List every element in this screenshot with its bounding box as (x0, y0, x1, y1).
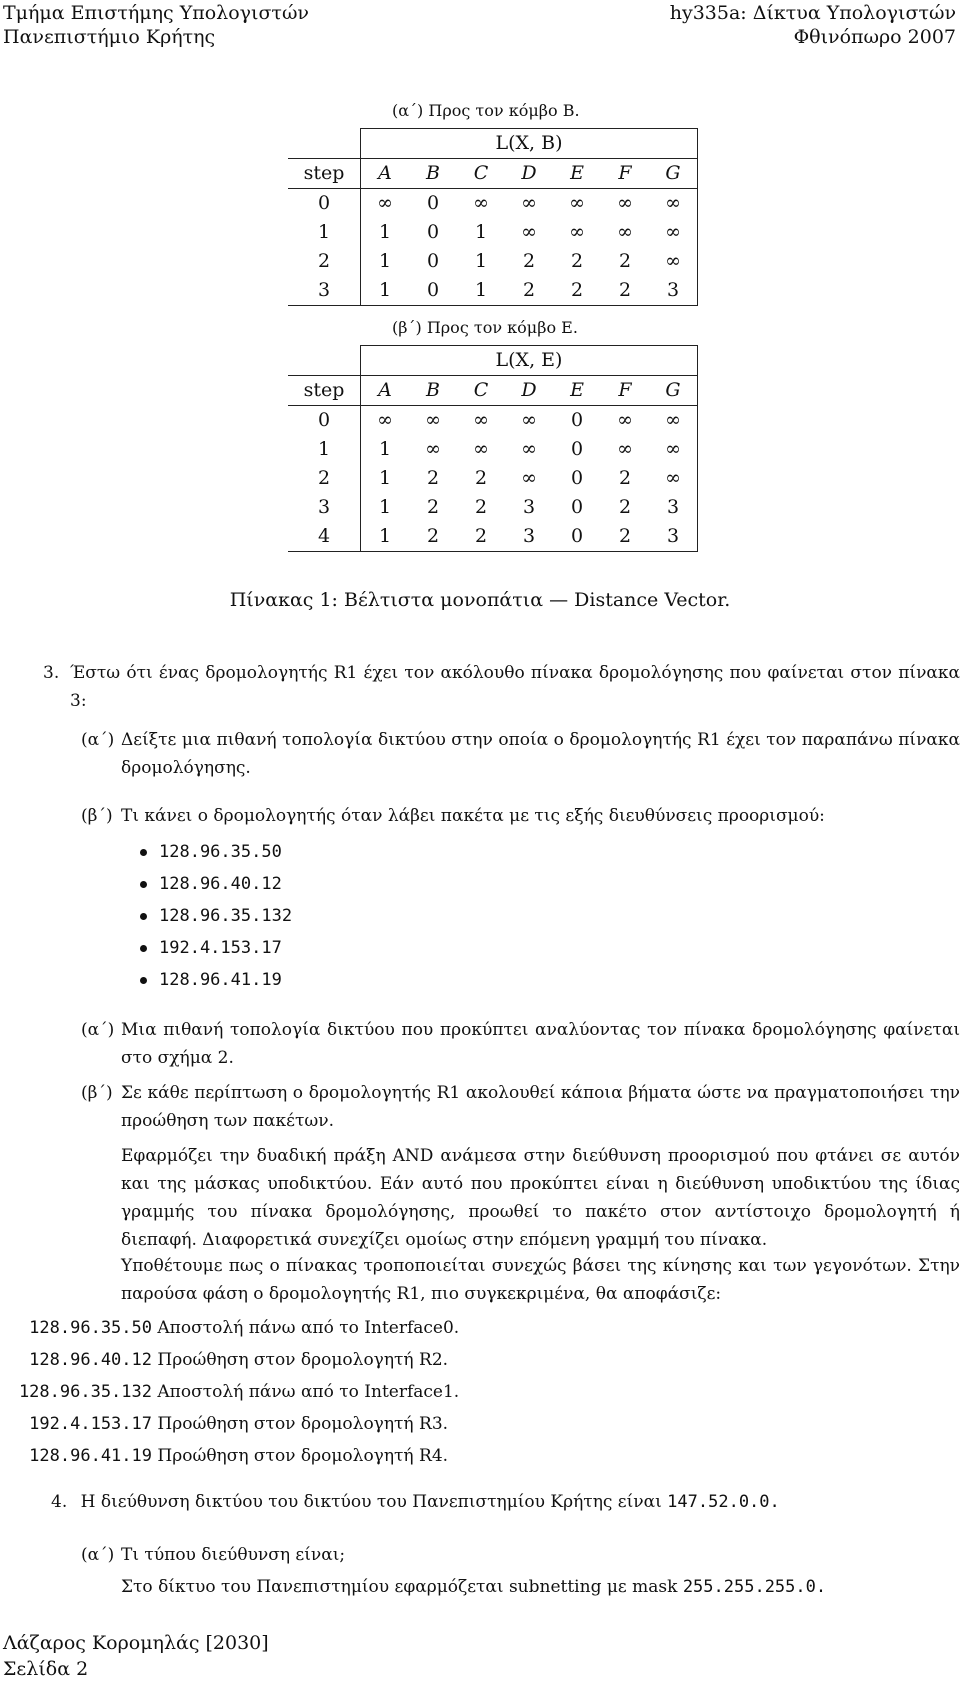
table-b-header: G (649, 159, 698, 189)
table-cell: ∞ (601, 406, 649, 436)
header-course: hy335a: Δίκτυα Υπολογιστών (669, 2, 956, 24)
list-item (140, 938, 282, 958)
table-cell: 4 (288, 522, 361, 552)
table-cell: 1 (288, 435, 361, 464)
ans-b-para3: Υποθέτουμε πως ο πίνακας τροποποιείται συνεχώς βάσει της κίνησης και των γεγονότων. Στην παρούσα φάση ο δρομολογητής R1, πιο συγκεκριμένα, θα αποφάσιζε: (121, 1256, 960, 1304)
table-e-header: G (649, 376, 698, 406)
ans-a-text: Μια πιθανή τοπολογία δικτύου που προκύπτει αναλύοντας τον πίνακα δρομολόγησης φαίνεται στο σχήμα 2. (121, 1020, 960, 1068)
table-cell: 2 (474, 496, 488, 518)
table-e (288, 345, 698, 552)
address: 128.96.35.50 (159, 842, 282, 862)
table-cell: 1 (378, 221, 392, 243)
table-cell: 2 (457, 522, 505, 552)
decision-row (0, 1414, 448, 1434)
ans-b-label: (β΄) (81, 1083, 113, 1103)
table-row (288, 276, 698, 306)
ans-a-label: (α΄) (81, 1020, 115, 1040)
table-b-caption: (α΄) Προς τον κόμβο B. (392, 101, 580, 120)
table-cell: 3 (649, 493, 698, 522)
table-cell: 3 (522, 496, 536, 518)
decision-ip: 128.96.35.132 (18, 1382, 152, 1402)
address: 128.96.40.12 (159, 874, 282, 894)
table-cell: 3 (649, 522, 698, 552)
q4-number: 4. (51, 1492, 68, 1512)
table-cell: ∞ (617, 438, 633, 460)
table-b-header: A (361, 159, 410, 189)
table-cell: 2 (409, 522, 457, 552)
table-cell: ∞ (649, 218, 698, 247)
table-cell: 0 (426, 221, 440, 243)
decision-ip: 192.4.153.17 (29, 1414, 152, 1434)
table-e-header: C (457, 376, 505, 406)
table-b-title: L(X, B) (361, 129, 698, 159)
table-cell: 0 (570, 438, 584, 460)
table-cell: ∞ (425, 438, 441, 460)
table-cell: 0 (553, 522, 601, 552)
footer-author: Λάζαρος Κορομηλάς [2030] (3, 1632, 269, 1654)
table-cell: 0 (409, 276, 457, 306)
table-cell: 3 (288, 493, 361, 522)
table-cell: 0 (409, 189, 457, 219)
table-row (288, 493, 698, 522)
table-cell: 2 (553, 276, 601, 306)
decision-action: Προώθηση στον δρομολογητή R4. (157, 1446, 449, 1466)
q3-number: 3. (43, 663, 60, 683)
table-row (288, 247, 698, 276)
table-cell: ∞ (649, 435, 698, 464)
table-cell: 2 (618, 250, 632, 272)
table-cell: ∞ (649, 406, 698, 436)
table-cell: ∞ (521, 438, 537, 460)
table-cell: ∞ (457, 406, 505, 436)
list-item (140, 874, 282, 894)
table-cell: 3 (505, 522, 553, 552)
table-cell: ∞ (361, 406, 410, 436)
q4-a-label: (α΄) (81, 1545, 115, 1565)
table-b (288, 128, 698, 306)
table-e-header: D (505, 376, 553, 406)
table-e-title: L(X, E) (361, 346, 698, 376)
table-cell: 3 (649, 276, 698, 306)
table-cell: ∞ (409, 406, 457, 436)
table-e-header: step (288, 376, 361, 406)
table-row (288, 218, 698, 247)
table-cell: 2 (288, 464, 361, 493)
header-semester: Φθινόπωρο 2007 (793, 26, 956, 48)
table-cell: 1 (378, 250, 392, 272)
table-e-header: E (553, 376, 601, 406)
table-cell: 2 (426, 467, 440, 489)
q4-a-mask: 255.255.255.0. (682, 1577, 827, 1597)
table-cell: ∞ (601, 189, 649, 219)
table-row (288, 406, 698, 436)
header-department: Τμήμα Επιστήμης Υπολογιστών (3, 2, 309, 24)
address: 192.4.153.17 (159, 938, 282, 958)
table-cell: ∞ (649, 464, 698, 493)
q3-text: Έστω ότι ένας δρομολογητής R1 έχει τον ακόλουθο πίνακα δρομολόγησης που φαίνεται στον πίνακα 3: (70, 663, 960, 711)
address: 128.96.35.132 (159, 906, 293, 926)
table-e-caption: (β΄) Προς τον κόμβο E. (392, 318, 578, 337)
q3-b-text: Τι κάνει ο δρομολογητής όταν λάβει πακέτα με τις εξής διευθύνσεις προορισμού: (121, 806, 825, 826)
table-cell: ∞ (617, 221, 633, 243)
decision-row (0, 1318, 459, 1338)
table-cell: 0 (288, 189, 361, 219)
table-b-header: step (288, 159, 361, 189)
table-cell: ∞ (649, 189, 698, 219)
ans-b-text: Σε κάθε περίπτωση ο δρομολογητής R1 ακολουθεί κάποια βήματα ώστε να πραγματοποιήσει την προώθηση των πακέτων. (121, 1083, 960, 1131)
table-row (288, 522, 698, 552)
table-cell: 1 (361, 276, 410, 306)
table-cell: 0 (288, 406, 361, 436)
table-cell: 2 (601, 522, 649, 552)
decision-row (0, 1382, 459, 1402)
table-cell: 1 (457, 276, 505, 306)
table-cell: 1 (474, 250, 488, 272)
decision-action: Προώθηση στον δρομολογητή R2. (157, 1350, 449, 1370)
bullet-icon (140, 945, 147, 952)
table-cell: 1 (378, 438, 392, 460)
table-cell: 3 (288, 276, 361, 306)
table-cell: 0 (426, 250, 440, 272)
footer-page: Σελίδα 2 (3, 1658, 89, 1680)
q4-text: Η διεύθυνση δικτύου του δικτύου του Πανεπιστημίου Κρήτης είναι (80, 1492, 662, 1512)
table-cell: ∞ (553, 189, 601, 219)
decision-row (0, 1446, 448, 1466)
q3-a-label: (α΄) (81, 730, 115, 750)
table-cell: 0 (570, 496, 584, 518)
table-cell: 0 (570, 467, 584, 489)
table-caption: Πίνακας 1: Βέλτιστα μονοπάτια — Distance Vector. (229, 589, 731, 611)
ans-b-para2: Εφαρμόζει την δυαδική πράξη AND ανάμεσα στην διεύθυνση προορισμού που φτάνει σε αυτόν και της μάσκας υποδικτύου. Εάν αυτό που προκύπτει είναι η διεύθυνση υποδικτύου της ίδιας γραμμής του πίνακα δρομολόγησης, προωθεί το πακέτο στον αντίστοιχο δρομολογητή ή διεπαφή. Διαφορετικά συνεχίζει ομοίως στην επόμενη γραμμή του πίνακα. (121, 1146, 960, 1250)
q4-a-text: Τι τύπου διεύθυνση είναι; (121, 1545, 346, 1565)
table-cell: ∞ (361, 189, 410, 219)
table-cell: 2 (570, 250, 584, 272)
table-cell: 2 (601, 276, 649, 306)
table-cell: 0 (553, 406, 601, 436)
table-cell: 2 (618, 467, 632, 489)
bullet-icon (140, 913, 147, 920)
table-cell: 2 (618, 496, 632, 518)
table-cell: 1 (378, 467, 392, 489)
list-item (140, 842, 282, 862)
table-cell: 1 (474, 221, 488, 243)
table-cell: 2 (426, 496, 440, 518)
table-row (288, 464, 698, 493)
table-cell: ∞ (505, 189, 553, 219)
table-cell: 2 (505, 276, 553, 306)
table-row (288, 189, 698, 219)
table-cell: 2 (522, 250, 536, 272)
header-university: Πανεπιστήμιο Κρήτης (3, 26, 216, 48)
address: 128.96.41.19 (159, 970, 282, 990)
table-cell: 1 (361, 522, 410, 552)
q4-address: 147.52.0.0. (667, 1492, 780, 1512)
table-cell: ∞ (521, 467, 537, 489)
table-b-header: F (601, 159, 649, 189)
table-row (288, 435, 698, 464)
q3-a-text: Δείξτε μια πιθανή τοπολογία δικτύου στην οποία ο δρομολογητής R1 έχει τον παραπάνω πίνακα δρομολόγησης. (121, 730, 960, 778)
bullet-icon (140, 977, 147, 984)
table-b-header: E (553, 159, 601, 189)
bullet-icon (140, 881, 147, 888)
q3-b-label: (β΄) (81, 806, 113, 826)
list-item (140, 970, 282, 990)
table-b-header: B (409, 159, 457, 189)
table-cell: 2 (474, 467, 488, 489)
table-e-header: F (601, 376, 649, 406)
q4-a-answer (121, 1577, 826, 1597)
decision-action: Προώθηση στον δρομολογητή R3. (157, 1414, 449, 1434)
table-cell: ∞ (457, 189, 505, 219)
table-cell: 1 (378, 496, 392, 518)
table-cell: ∞ (649, 247, 698, 276)
decision-row (0, 1350, 448, 1370)
q4 (51, 1492, 780, 1512)
decision-action: Αποστολή πάνω από το Interface1. (157, 1382, 460, 1402)
table-cell: 1 (288, 218, 361, 247)
table-b-header: C (457, 159, 505, 189)
bullet-icon (140, 849, 147, 856)
table-e-header: B (409, 376, 457, 406)
q4-a-answer-text: Στο δίκτυο του Πανεπιστημίου εφαρμόζεται subnetting με mask (121, 1577, 678, 1597)
decision-action: Αποστολή πάνω από το Interface0. (157, 1318, 460, 1338)
table-cell: 2 (288, 247, 361, 276)
decision-ip: 128.96.41.19 (29, 1446, 152, 1466)
table-e-header: A (361, 376, 410, 406)
decision-ip: 128.96.40.12 (29, 1350, 152, 1370)
table-cell: ∞ (505, 406, 553, 436)
decision-ip: 128.96.35.50 (29, 1318, 152, 1338)
table-cell: ∞ (473, 438, 489, 460)
table-cell: ∞ (569, 221, 585, 243)
table-cell: ∞ (521, 221, 537, 243)
table-b-header: D (505, 159, 553, 189)
list-item (140, 906, 292, 926)
